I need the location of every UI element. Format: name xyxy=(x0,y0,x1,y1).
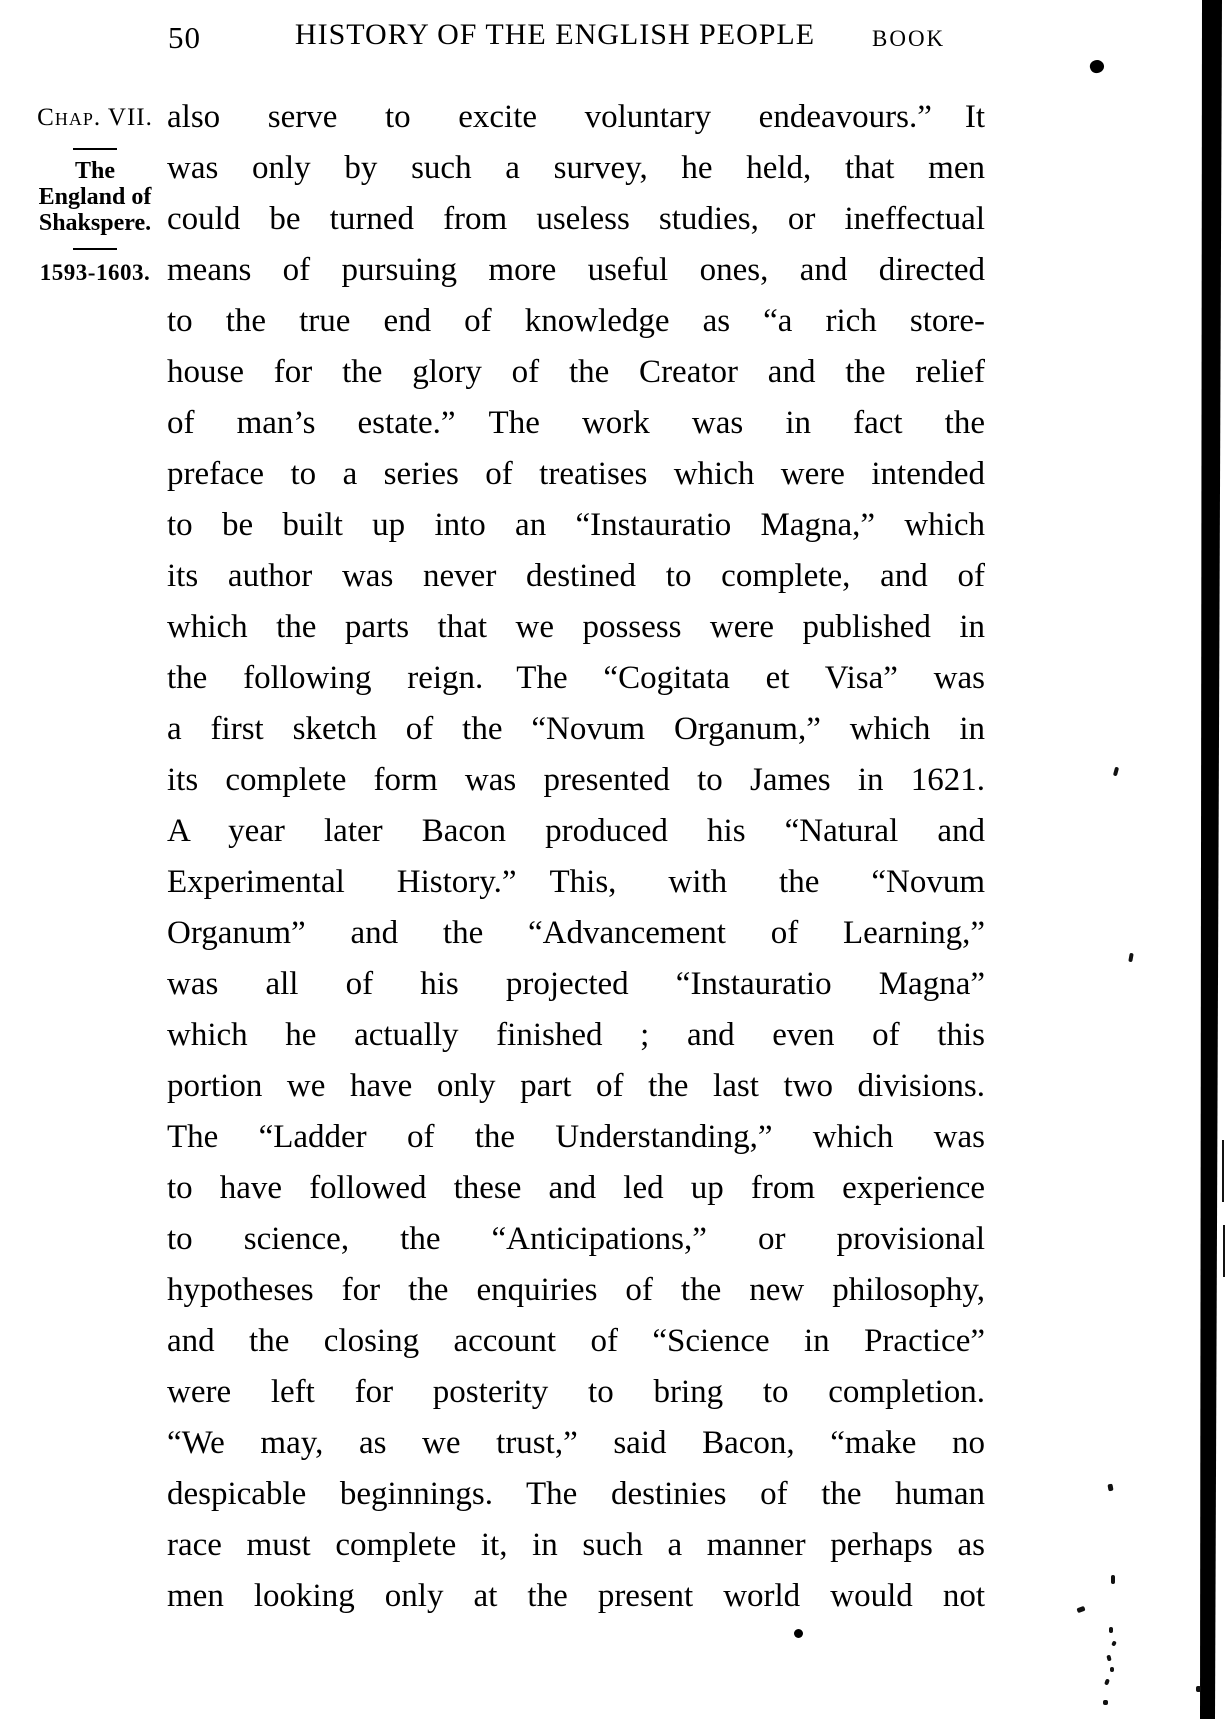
dot-speck xyxy=(794,1629,803,1638)
text-line: and the closing account of “Science in Practice” xyxy=(167,1323,985,1359)
scan-speck xyxy=(1111,1640,1117,1646)
text-line: means of pursuing more useful ones, and directed xyxy=(167,252,985,288)
text-line: was only by such a survey, he held, that men xyxy=(167,150,985,186)
body-text xyxy=(167,92,985,1622)
text-line: Experimental History.” This, with the “Novum xyxy=(167,864,985,900)
scan-speck xyxy=(1111,1575,1115,1584)
section-title xyxy=(24,158,166,236)
text-line: men looking only at the present world would not xyxy=(167,1578,985,1614)
scan-speck xyxy=(1109,1627,1113,1633)
scan-speck xyxy=(1106,1655,1111,1662)
ink-blot xyxy=(1088,58,1105,75)
text-line: Organum” and the “Advancement of Learning,” xyxy=(167,915,985,951)
text-line: to the true end of knowledge as “a rich store- xyxy=(167,303,985,339)
text-line: a first sketch of the “Novum Organum,” which in xyxy=(167,711,985,747)
binding-bar xyxy=(1199,0,1222,1719)
text-line: portion we have only part of the last two divisions. xyxy=(167,1068,985,1104)
scan-streak xyxy=(1222,1140,1224,1202)
text-line: could be turned from useless studies, or ineffectual xyxy=(167,201,985,237)
scan-speck xyxy=(1103,1700,1108,1705)
scan-speck xyxy=(1107,1484,1113,1492)
scan-speck xyxy=(1076,1606,1085,1613)
text-line: house for the glory of the Creator and the relief xyxy=(167,354,985,390)
text-line: also serve to excite voluntary endeavours.” It xyxy=(167,99,985,135)
text-line: its author was never destined to complete, and of xyxy=(167,558,985,594)
scan-speck xyxy=(1104,1678,1110,1685)
section-title-line: England of xyxy=(38,184,152,210)
scan-speck xyxy=(1196,1686,1201,1692)
scan-speck xyxy=(1110,1667,1114,1672)
text-line: which the parts that we possess were published in xyxy=(167,609,985,645)
text-line: hypotheses for the enquiries of the new philosophy, xyxy=(167,1272,985,1308)
date-range: 1593-1603. xyxy=(39,260,151,285)
text-line: was all of his projected “Instauratio Magna” xyxy=(167,966,985,1002)
book-label: BOOK xyxy=(872,26,946,51)
text-line: The “Ladder of the Understanding,” which was xyxy=(167,1119,985,1155)
text-line: which he actually finished ; and even of this xyxy=(167,1017,985,1053)
section-title-line: The xyxy=(74,158,115,184)
margin-rule xyxy=(73,148,117,150)
text-line: despicable beginnings. The destinies of the human xyxy=(167,1476,985,1512)
text-line: its complete form was presented to James in 1621. xyxy=(167,762,985,798)
running-title: HISTORY OF THE ENGLISH PEOPLE xyxy=(294,18,816,51)
chapter-label: Chap. VII. xyxy=(37,104,153,131)
text-line: were left for posterity to bring to completion. xyxy=(167,1374,985,1410)
text-line: A year later Bacon produced his “Natural and xyxy=(167,813,985,849)
section-title-line: Shakspere. xyxy=(38,210,152,236)
text-line: race must complete it, in such a manner perhaps as xyxy=(167,1527,985,1563)
text-line: to be built up into an “Instauratio Magna,” which xyxy=(167,507,985,543)
scan-speck xyxy=(1113,767,1119,777)
margin-rule xyxy=(73,248,117,250)
text-line: to science, the “Anticipations,” or provisional xyxy=(167,1221,985,1257)
scan-speck xyxy=(1128,953,1134,963)
text-line: of man’s estate.” The work was in fact the xyxy=(167,405,985,441)
text-line: to have followed these and led up from experience xyxy=(167,1170,985,1206)
text-line: preface to a series of treatises which were intended xyxy=(167,456,985,492)
text-line: “We may, as we trust,” said Bacon, “make no xyxy=(167,1425,985,1461)
text-line: the following reign. The “Cogitata et Visa” was xyxy=(167,660,985,696)
page-number: 50 xyxy=(168,20,201,55)
scan-streak xyxy=(1223,1225,1225,1277)
